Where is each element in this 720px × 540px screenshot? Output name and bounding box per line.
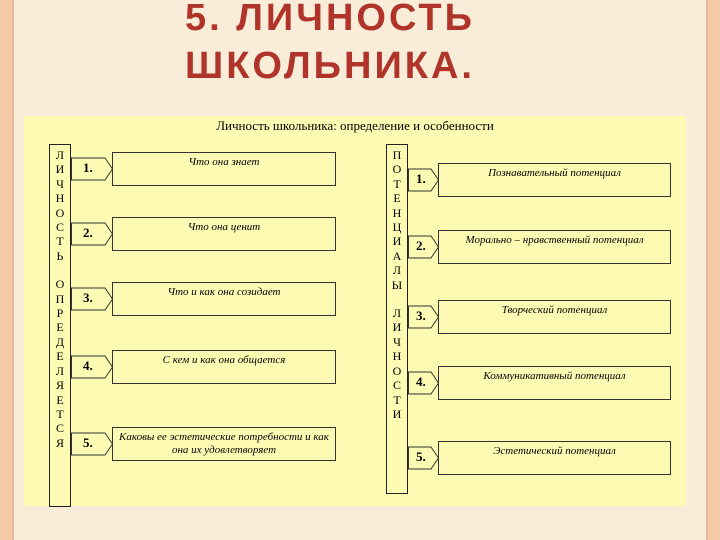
right-column-letter: И	[392, 406, 402, 421]
left-column-letter: Д	[55, 334, 65, 349]
right-item-number: 3.	[416, 308, 426, 323]
left-column-letter: Ь	[56, 248, 64, 263]
left-vertical-label	[49, 144, 71, 507]
right-item-box	[438, 366, 671, 400]
left-column-letter: Н	[55, 191, 65, 206]
left-column-letter: Е	[56, 320, 64, 335]
right-item-box	[438, 300, 671, 334]
left-item-number: 2.	[83, 225, 93, 240]
left-item-box	[112, 282, 336, 316]
left-item-1	[71, 152, 336, 186]
left-item-text: С кем и как она общается	[162, 354, 286, 366]
right-item-box	[438, 441, 671, 475]
right-item-box	[438, 163, 671, 197]
left-item-number: 4.	[83, 358, 93, 373]
left-column-letter: Е	[56, 349, 64, 364]
right-column-letter: Ц	[392, 220, 402, 235]
right-column-letter: С	[392, 378, 401, 393]
left-item-text: Каковы ее эстетические потребности и как она их удовлетворяет	[119, 431, 329, 456]
right-item-3	[408, 300, 671, 334]
left-column-letter: П	[55, 291, 65, 306]
left-item-number: 3.	[83, 290, 93, 305]
left-item-number: 1.	[83, 160, 93, 175]
left-column-letter: О	[55, 205, 65, 220]
right-column-letter: Е	[393, 191, 401, 206]
left-item-box	[112, 350, 336, 384]
left-item-number: 5.	[83, 435, 93, 450]
letter-gap	[387, 292, 407, 306]
right-item-2	[408, 230, 671, 264]
left-column-letter: Я	[55, 378, 64, 393]
right-item-text: Познавательный потенциал	[488, 167, 621, 179]
right-column-letter: И	[392, 234, 402, 249]
right-item-number: 5.	[416, 449, 426, 464]
left-item-4	[71, 350, 336, 384]
slide-title	[0, 0, 660, 90]
left-column-letter: Ч	[56, 176, 64, 191]
right-column-letter: О	[392, 162, 402, 177]
left-column-letter: Я	[55, 435, 64, 450]
left-item-box	[112, 217, 336, 251]
right-column-letter: Т	[393, 176, 401, 191]
left-column-letter: О	[55, 277, 65, 292]
right-column-letter: О	[392, 363, 402, 378]
slide-title-line-1: 5. ЛИЧНОСТЬ	[185, 0, 475, 39]
left-column-letter: Р	[56, 306, 64, 321]
left-item-3	[71, 282, 336, 316]
right-item-1	[408, 163, 671, 197]
right-item-5	[408, 441, 671, 475]
right-decor-border	[706, 0, 720, 540]
left-item-5	[71, 427, 336, 461]
right-item-text: Эстетический потенциал	[493, 445, 616, 457]
left-column-letter: С	[55, 421, 64, 436]
right-column-letter: А	[392, 248, 402, 263]
right-column-letter: Ч	[393, 334, 401, 349]
left-column-letter: Т	[56, 234, 64, 249]
right-column-letter: Ы	[391, 277, 403, 292]
letter-gap	[50, 263, 70, 277]
left-column-letter: Л	[55, 148, 65, 162]
diagram-panel	[24, 116, 686, 506]
right-column-letter: П	[392, 148, 402, 162]
right-item-number: 2.	[416, 238, 426, 253]
left-item-text: Что она ценит	[187, 221, 261, 233]
left-item-box	[112, 427, 336, 461]
right-column-letter: Н	[392, 349, 402, 364]
left-column-letter: Л	[55, 363, 65, 378]
right-column-letter: Н	[392, 205, 402, 220]
right-column-letter: Л	[392, 263, 402, 278]
right-column-letter: И	[392, 320, 402, 335]
right-item-number: 4.	[416, 374, 426, 389]
right-item-number: 1.	[416, 171, 426, 186]
left-column-letter: Т	[56, 406, 64, 421]
right-item-text: Морально – нравственный потенциал	[465, 234, 644, 246]
left-item-text: Что она знает	[188, 156, 260, 168]
right-item-4	[408, 366, 671, 400]
left-column-letter: Е	[56, 392, 64, 407]
right-vertical-label	[386, 144, 408, 494]
right-column-letter: Т	[393, 392, 401, 407]
left-column-letter: С	[55, 220, 64, 235]
diagram-title: Личность школьника: определение и особенности	[216, 118, 494, 133]
left-column-letter: И	[55, 162, 65, 177]
right-item-text: Творческий потенциал	[501, 304, 608, 316]
right-item-box	[438, 230, 671, 264]
slide-title-line-2: ШКОЛЬНИКА.	[185, 45, 475, 87]
left-item-2	[71, 217, 336, 251]
left-item-box	[112, 152, 336, 186]
right-item-text: Коммуникативный потенциал	[483, 370, 626, 382]
left-item-text: Что и как она созидает	[167, 286, 281, 298]
right-column-letter: Л	[392, 306, 402, 321]
